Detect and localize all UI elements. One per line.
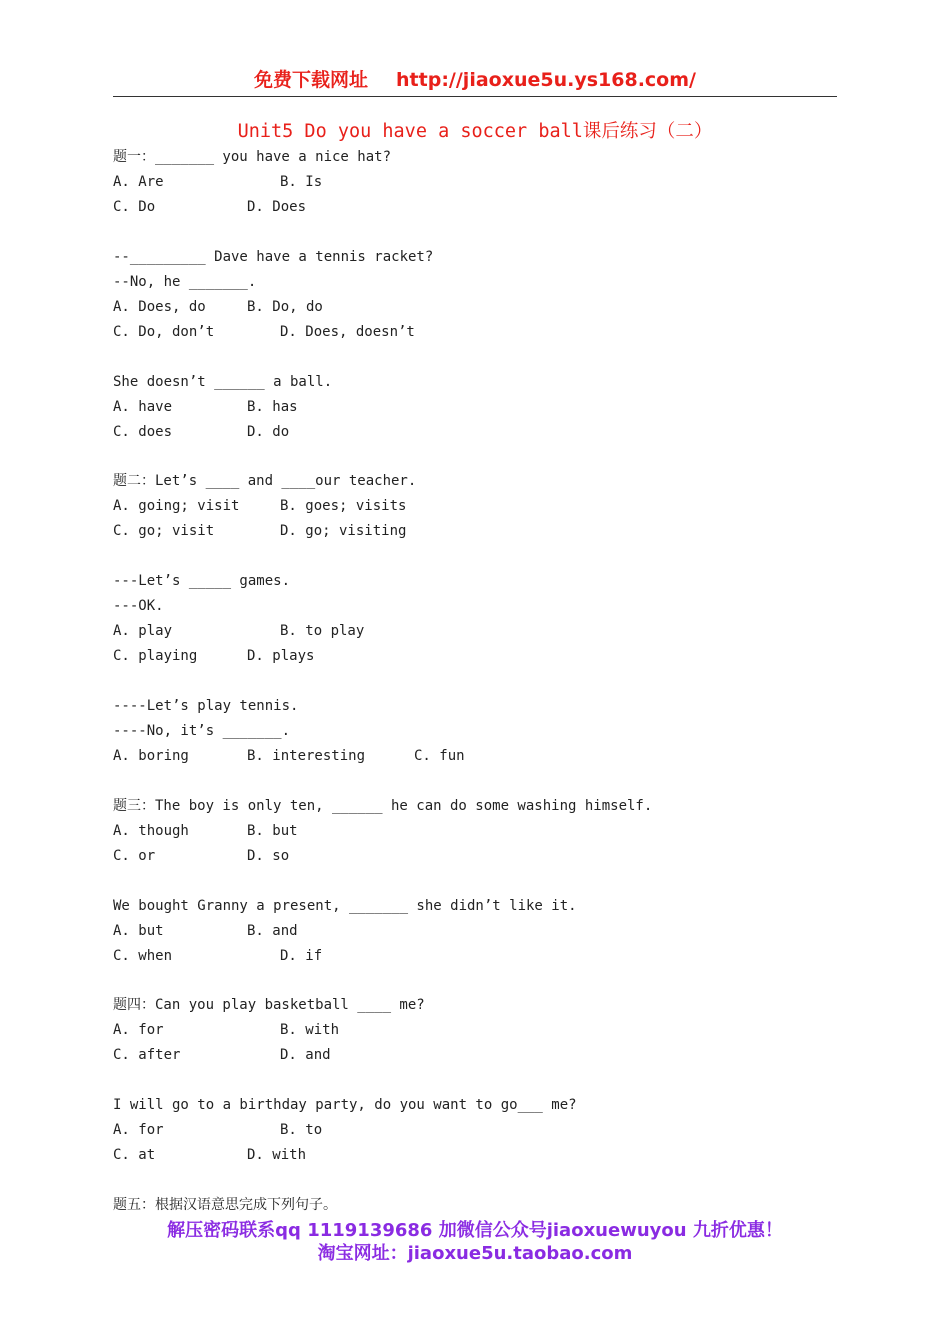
question-text: We bought Granny a present, _______ she didn’t like it. [113,897,577,914]
answer-option: C. or [113,847,156,864]
answer-option: C. go; visit [113,523,215,540]
answer-option: C. playing [113,648,198,665]
answer-option: D. so [247,847,290,864]
blank-line [113,669,837,694]
answer-option: A. though [113,822,189,839]
answer-option: D. go; visiting [280,523,407,540]
question-text: --_________ Dave have a tennis racket? [113,248,434,265]
answer-option: B. Do, do [247,298,323,315]
option-row [113,170,837,195]
option-row [113,195,837,220]
blank-line [113,345,837,370]
answer-option: D. with [247,1147,307,1164]
footer-shop-url[interactable]: 淘宝网址：jiaoxue5u.taobao.com [317,1243,633,1264]
answer-option: B. has [247,398,298,415]
exercise-body [113,145,837,1218]
footer-contact: 解压密码联系qq 1119139686 加微信公众号jiaoxuewuyou 九折优惠！ [167,1220,783,1241]
blank-line [113,769,837,794]
option-row [113,295,837,320]
answer-option: C. does [113,423,173,440]
question-text: I will go to a birthday party, do you want to go___ me? [113,1097,577,1114]
blank-line [113,869,837,894]
answer-option: B. and [247,922,298,939]
header-label: 免费下载网址 [254,69,369,91]
option-row [113,744,837,769]
question-text: ---OK. [113,598,164,615]
option-row [113,1018,837,1043]
answer-option: A. but [113,922,164,939]
option-row [113,619,837,644]
blank-line [113,220,837,245]
answer-option: C. fun [414,747,465,764]
answer-option: D. plays [247,648,315,665]
page-header [113,66,837,97]
option-row [113,1143,837,1168]
question-text: ----Let’s play tennis. [113,697,299,714]
option-row [113,919,837,944]
answer-option: B. to play [280,623,365,640]
answer-option: A. have [113,398,173,415]
answer-option: B. Is [280,174,323,190]
option-row [113,320,837,345]
answer-option: B. but [247,822,298,839]
page-title: Unit5 Do you have a soccer ball课后练习（二） [237,121,713,142]
answer-option: A. going; visit [113,498,240,515]
answer-option: B. with [280,1022,340,1039]
answer-option: B. to [280,1122,323,1139]
blank-line [113,969,837,994]
blank-line [113,544,837,569]
blank-line [113,1168,837,1193]
answer-option: C. when [113,947,173,964]
answer-option: D. if [280,947,323,964]
option-row [113,944,837,969]
answer-option: D. Does, doesn’t [280,323,415,340]
answer-option: D. do [247,423,290,440]
answer-option: D. and [280,1047,331,1064]
answer-option: A. boring [113,747,189,764]
answer-option: A. for [113,1122,164,1139]
answer-option: C. after [113,1047,181,1064]
answer-option: B. interesting [247,747,366,764]
option-row [113,420,837,445]
question-text: 题五：根据汉语意思完成下列句子。 [113,1196,337,1213]
answer-option: A. Are [113,174,164,190]
header-url[interactable]: http://jiaoxue5u.ys168.com/ [396,69,696,91]
answer-option: B. goes; visits [280,498,407,515]
question-text: She doesn’t ______ a ball. [113,373,333,390]
option-row [113,1118,837,1143]
question-text: 题四：Can you play basketball ____ me? [113,997,425,1014]
question-text: ---Let’s _____ games. [113,573,291,590]
answer-option: D. Does [247,199,307,215]
option-row [113,844,837,869]
blank-line [113,1068,837,1093]
option-row [113,395,837,420]
answer-option: C. Do [113,199,156,215]
option-row [113,644,837,669]
answer-option: A. for [113,1022,164,1039]
question-text: 题一：_______ you have a nice hat? [113,149,392,165]
question-text: --No, he _______. [113,273,257,290]
answer-option: C. Do, don’t [113,323,215,340]
question-text: 题二：Let’s ____ and ____our teacher. [113,473,417,490]
answer-option: C. at [113,1147,156,1164]
option-row [113,494,837,519]
option-row [113,819,837,844]
answer-option: A. play [113,623,173,640]
blank-line [113,445,837,470]
option-row [113,519,837,544]
question-text: ----No, it’s _______. [113,722,291,739]
question-text: 题三：The boy is only ten, ______ he can do some washing himself. [113,797,653,814]
answer-option: A. Does, do [113,298,206,315]
option-row [113,1043,837,1068]
